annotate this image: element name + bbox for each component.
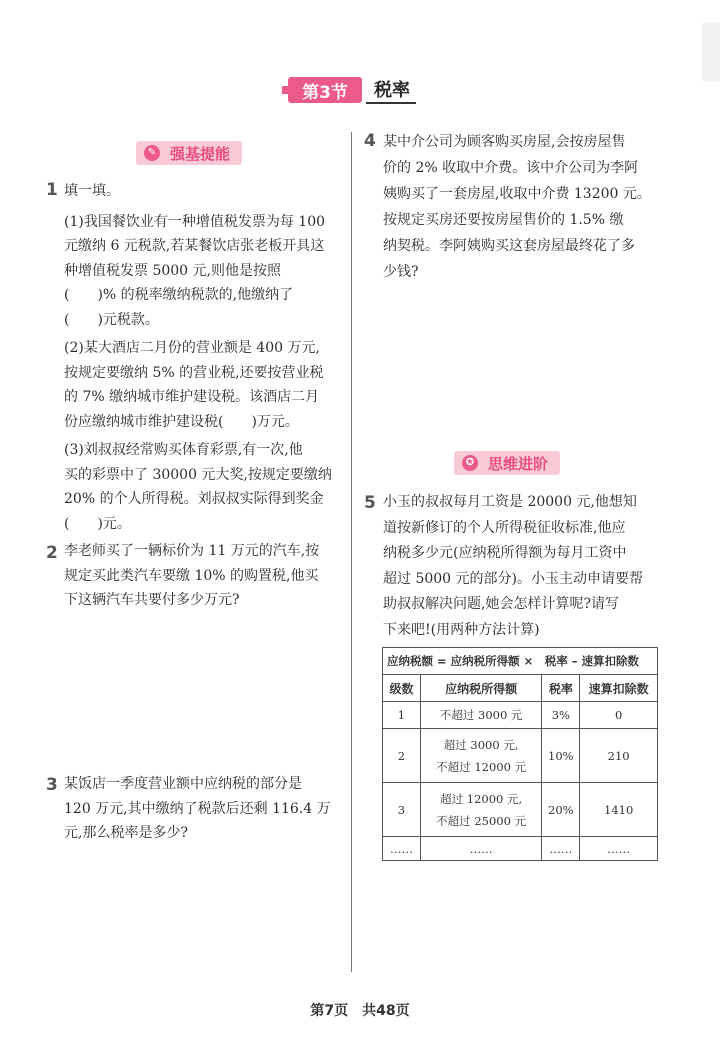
line: 小玉的叔叔每月工资是 20000 元,他想知	[383, 494, 637, 510]
line: 份应缴纳城市维护建设税( )万元。	[64, 413, 299, 430]
line: 买的彩票中了 30000 元大奖,按规定要缴纳	[64, 466, 332, 483]
question-5	[383, 490, 673, 643]
income-line-1: 超过 3000 元,	[443, 737, 519, 752]
line: 某饭店一季度营业额中应纳税的部分是	[64, 776, 302, 792]
line: ( )元税款。	[64, 311, 159, 328]
tag-advanced-label: 思维进阶	[488, 454, 549, 473]
cell-rate: 10%	[542, 729, 580, 783]
cell-deduction: 0	[580, 702, 658, 729]
cell-income: ……	[420, 837, 541, 861]
line: 元缴纳 6 元税款,若某餐饮店张老板开具这	[64, 238, 325, 254]
line: 120 万元,其中缴纳了税款后还剩 116.4 万	[64, 800, 331, 817]
question-1	[64, 179, 346, 536]
cell-rate: 3%	[542, 702, 580, 729]
table-row	[383, 837, 658, 861]
header-level: 级数	[383, 675, 421, 702]
question-4	[383, 129, 673, 285]
cell-level: 1	[383, 702, 421, 729]
line: ( )元。	[64, 515, 131, 532]
line: 道按新修订的个人所得税征收标准,他应	[383, 519, 626, 536]
line: 姨购买了一套房屋,收取中介费 13200 元。	[383, 186, 651, 202]
line: 少钱?	[383, 264, 419, 280]
cell-income	[420, 783, 541, 837]
section-title: 税率	[366, 76, 416, 104]
question-1-part-1	[64, 210, 346, 333]
tag-advanced	[454, 451, 560, 475]
table-row	[383, 783, 658, 837]
income-line-2: 不超过 25000 元	[436, 813, 527, 828]
line: 超过 5000 元的部分)。小玉主动申请要帮	[383, 570, 643, 587]
tag-basic	[136, 141, 242, 165]
question-3	[64, 772, 346, 846]
question-2	[64, 539, 346, 613]
page-footer: 第7页 共48页	[310, 1003, 410, 1019]
income-line-1: 超过 12000 元,	[440, 791, 523, 806]
cell-level: ……	[383, 837, 421, 861]
column-divider	[351, 132, 352, 972]
question-1-title: 填一填。	[64, 183, 120, 199]
line: 元,那么税率是多少?	[64, 825, 188, 841]
question-3-number: 3	[46, 775, 58, 795]
line: 下这辆汽车共要付多少万元?	[64, 592, 240, 608]
cell-level: 3	[383, 783, 421, 837]
table-row	[383, 729, 658, 783]
line: 某中介公司为顾客购买房屋,会按房屋售	[383, 134, 626, 150]
tag-basic-label: 强基提能	[170, 144, 231, 163]
line: 纳税多少元(应纳税所得额为每月工资中	[383, 545, 627, 561]
cell-deduction: ……	[580, 837, 658, 861]
pencil-icon: ✎	[144, 145, 160, 161]
line: 价的 2% 收取中介费。该中介公司为李阿	[383, 160, 639, 176]
question-4-number: 4	[364, 131, 376, 151]
line: 纳契税。李阿姨购买这套房屋最终花了多	[383, 238, 635, 254]
line: 下来吧!(用两种方法计算)	[383, 621, 540, 638]
line: (2)某大酒店二月份的营业额是 400 万元,	[64, 340, 320, 356]
question-1-number: 1	[46, 180, 58, 200]
line: 规定买此类汽车要缴 10% 的购置税,他买	[64, 567, 319, 584]
line: 种增值税发票 5000 元,则他是按照	[64, 262, 281, 279]
cell-deduction: 210	[580, 729, 658, 783]
page-edge-tab	[702, 22, 720, 82]
section-badge: 第3节	[288, 77, 362, 103]
cell-rate: ……	[542, 837, 580, 861]
line: 20% 的个人所得税。刘叔叔实际得到奖金	[64, 491, 324, 507]
table-header-row	[383, 675, 658, 702]
header-deduction: 速算扣除数	[580, 675, 658, 702]
medal-icon: ✪	[462, 455, 478, 471]
question-1-part-3	[64, 438, 346, 536]
line: 按规定买房还要按房屋售价的 1.5% 缴	[383, 212, 624, 228]
cell-deduction: 1410	[580, 783, 658, 837]
tax-formula: 应纳税额 = 应纳税所得额 × 税率 – 速算扣除数	[383, 648, 658, 675]
header-income: 应纳税所得额	[420, 675, 541, 702]
line: 助叔叔解决问题,她会怎样计算呢?请写	[383, 596, 619, 612]
income-line-2: 不超过 12000 元	[436, 759, 527, 774]
cell-income	[420, 729, 541, 783]
line: 李老师买了一辆标价为 11 万元的汽车,按	[64, 543, 320, 559]
tax-rate-table	[382, 647, 658, 861]
cell-rate: 20%	[542, 783, 580, 837]
table-row	[383, 702, 658, 729]
line: (1)我国餐饮业有一种增值税发票为每 100	[64, 213, 326, 230]
line: ( )% 的税率缴纳税款的,他缴纳了	[64, 287, 294, 303]
cell-income: 不超过 3000 元	[420, 702, 541, 729]
line: (3)刘叔叔经常购买体育彩票,有一次,他	[64, 442, 303, 458]
question-5-number: 5	[364, 493, 376, 513]
question-2-number: 2	[46, 543, 58, 563]
cell-level: 2	[383, 729, 421, 783]
line: 的 7% 缴纳城市维护建设税。该酒店二月	[64, 389, 320, 405]
line: 按规定要缴纳 5% 的营业税,还要按营业税	[64, 364, 324, 381]
question-1-part-2	[64, 336, 346, 434]
header-rate: 税率	[542, 675, 580, 702]
section-header	[288, 76, 416, 104]
